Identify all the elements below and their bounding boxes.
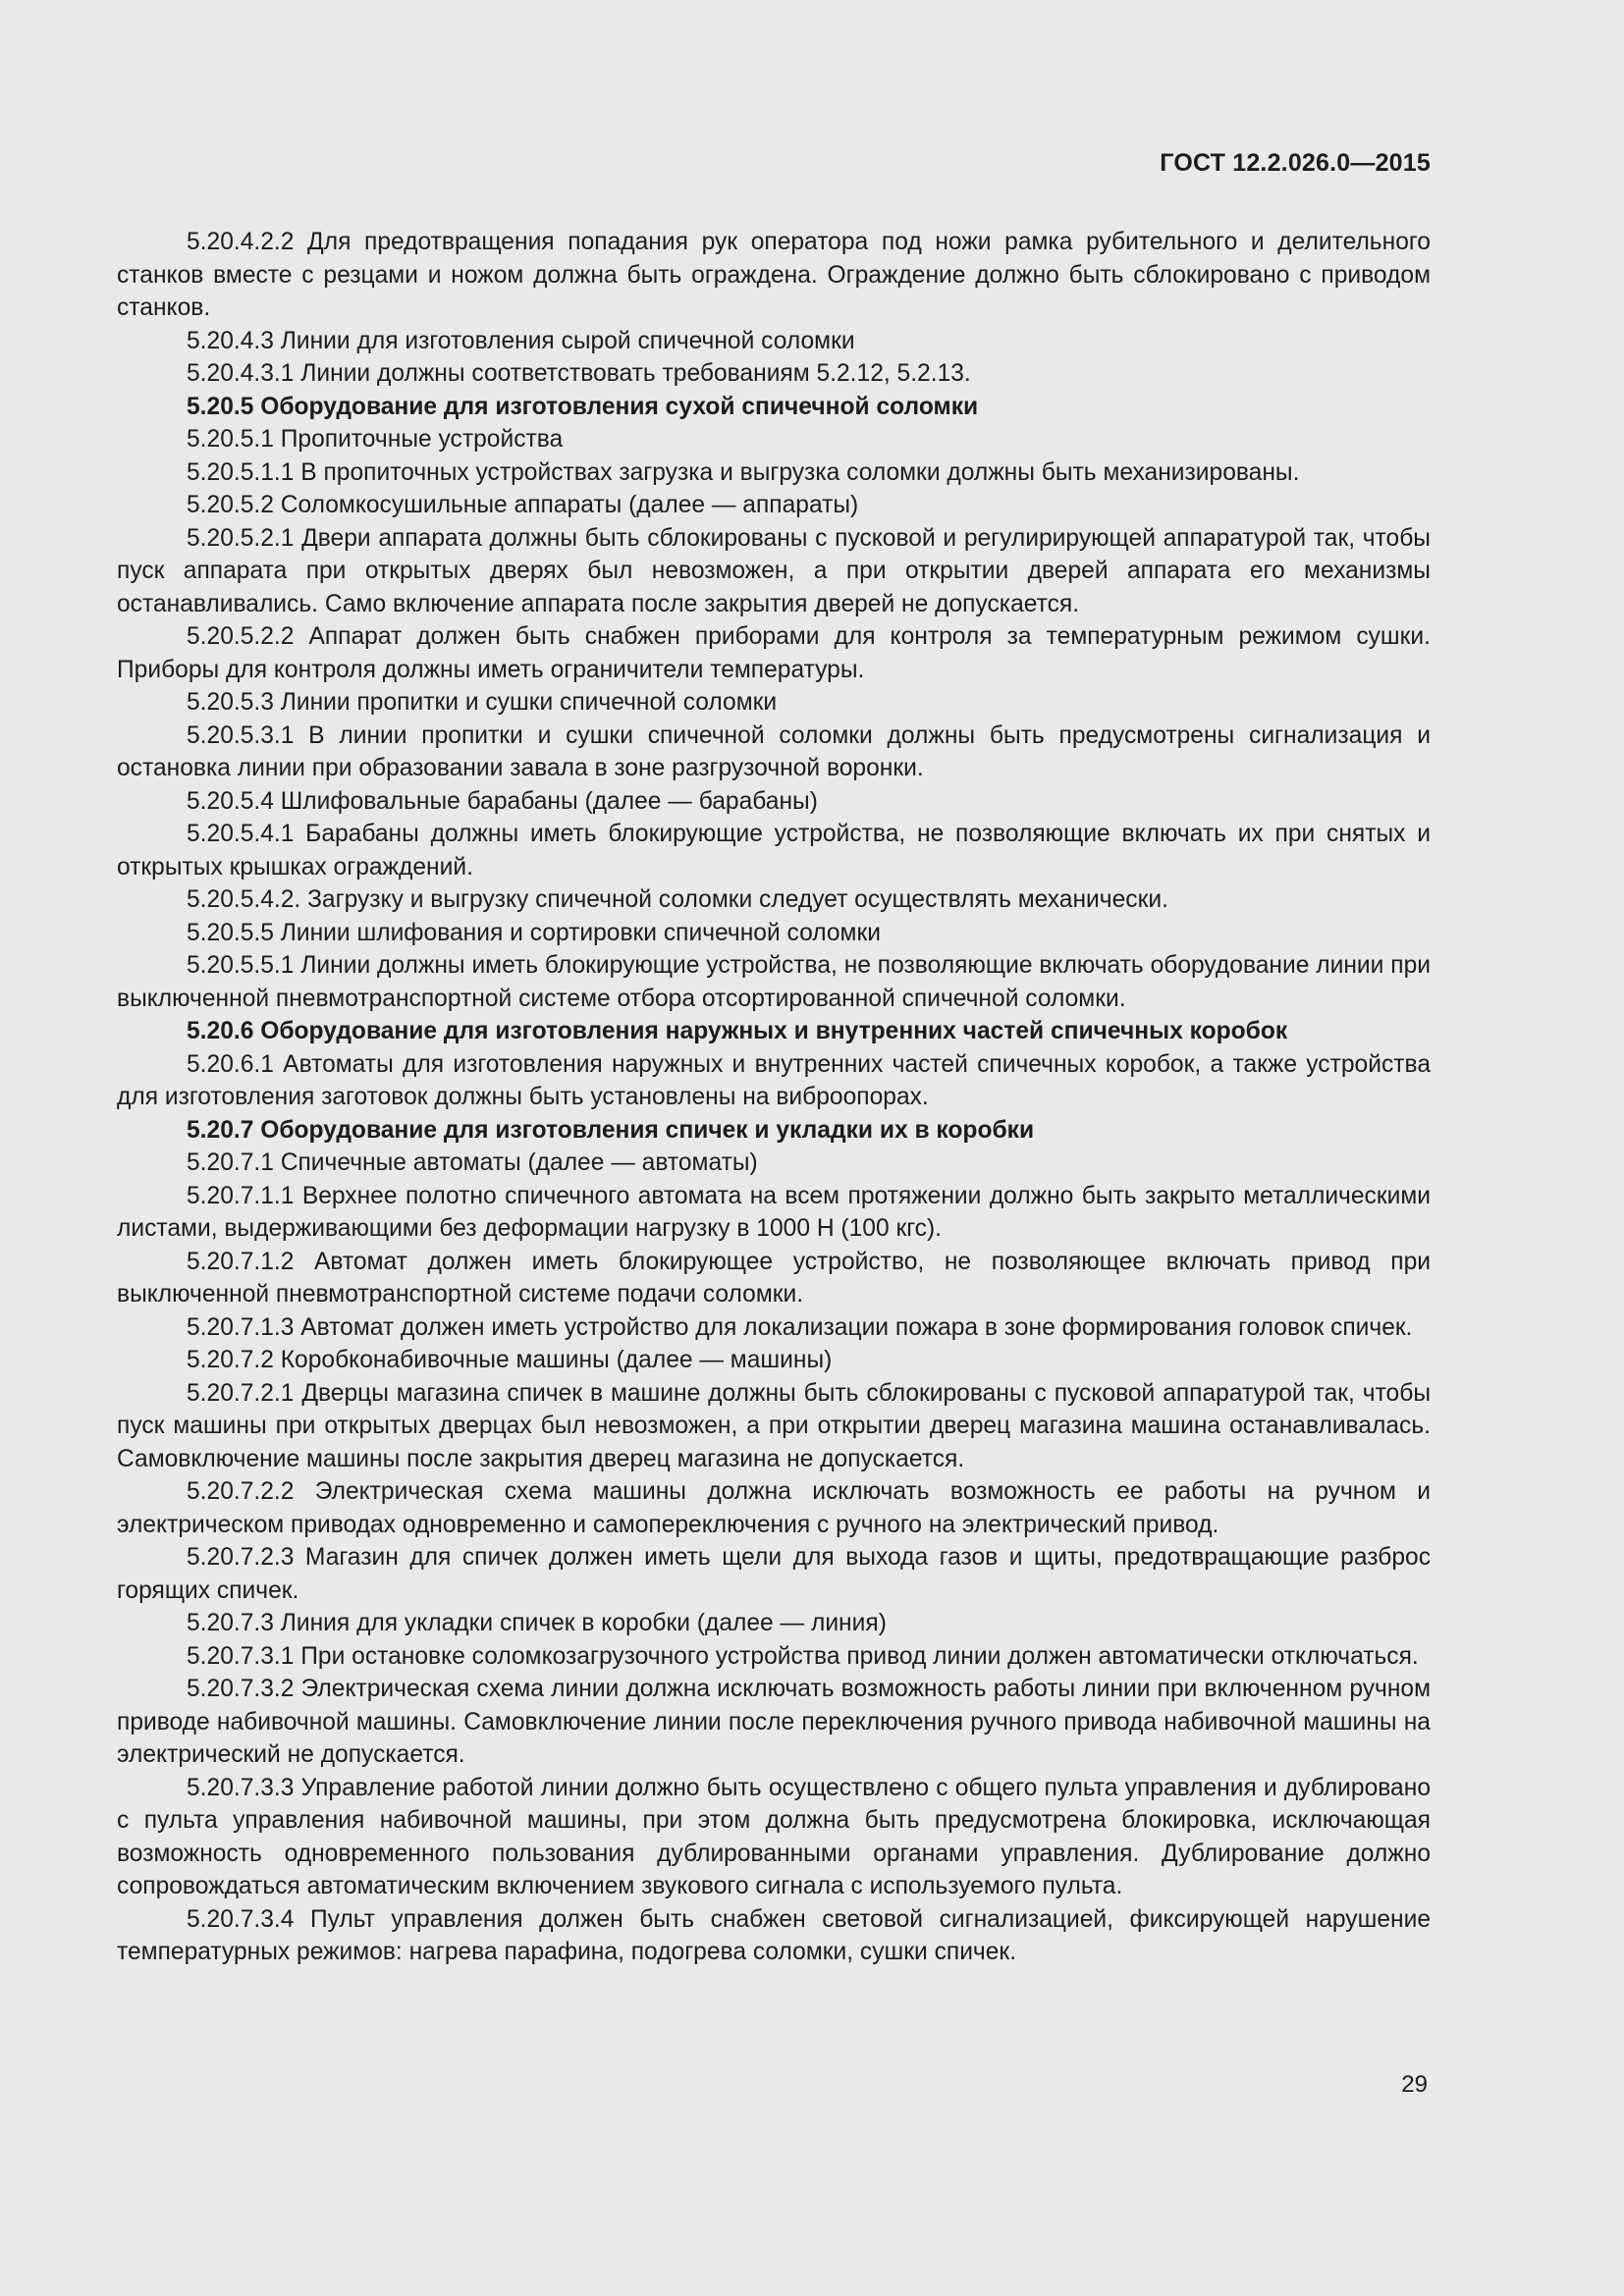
section-heading: 5.20.6 Оборудование для изготовления наружных и внутренних частей спичечных коробок [187, 1018, 1288, 1044]
paragraph: 5.20.5.3 Линии пропитки и сушки спичечной соломки [187, 689, 778, 716]
paragraph: 5.20.7.3 Линия для укладки спичек в коробки (далее — линия) [187, 1610, 887, 1636]
section-heading: 5.20.7 Оборудование для изготовления спичек и укладки их в коробки [187, 1116, 1035, 1144]
paragraph: 5.20.7.2.2 Электрическая схема машины должна исключать возможность ее работы на ручном и электрическом приводах одновременно и самопереключения с ручного на электрический привод. [117, 1478, 1431, 1538]
paragraph: 5.20.5.5 Линии шлифования и сортировки спичечной соломки [187, 919, 881, 946]
paragraph: 5.20.5.3.1 В линии пропитки и сушки спичечной соломки должны быть предусмотрены сигнализация и остановка линии при образовании завала в зоне разгрузочной воронки. [117, 721, 1431, 781]
paragraph: 5.20.5.5.1 Линии должны иметь блокирующие устройства, не позволяющие включать оборудование линии при выключенной пневмотранспортной системе отбора отсортированной спичечной соломки. [117, 952, 1431, 1012]
paragraph: 5.20.4.3.1 Линии должны соответствовать требованиям 5.2.12, 5.2.13. [187, 360, 971, 387]
paragraph: 5.20.5.1.1 В пропиточных устройствах загрузка и выгрузка соломки должны быть механизированы. [187, 458, 1300, 486]
document-standard-header: ГОСТ 12.2.026.0—2015 [1160, 149, 1431, 177]
paragraph: 5.20.7.3.2 Электрическая схема линии должна исключать возможность работы линии при включенном ручном приводе набивочной машины. Самовключение линии после переключения ручного привода набивочной машины на электрический не допускается. [117, 1676, 1431, 1768]
paragraph: 5.20.5.4.1 Барабаны должны иметь блокирующие устройства, не позволяющие включать их при снятых и открытых крышках ограждений. [117, 821, 1431, 881]
paragraph: 5.20.7.3.1 При остановке соломкозагрузочного устройства привод линии должен автоматически отключаться. [187, 1642, 1419, 1670]
section-heading: 5.20.5 Оборудование для изготовления сухой спичечной соломки [187, 393, 979, 420]
paragraph: 5.20.7.1.2 Автомат должен иметь блокирующее устройство, не позволяющее включать привод при выключенной пневмотранспортной системе подачи соломки. [117, 1248, 1431, 1308]
paragraph: 5.20.5.4 Шлифовальные барабаны (далее — барабаны) [187, 787, 818, 815]
paragraph: 5.20.5.2 Соломкосушильные аппараты (далее — аппараты) [187, 492, 859, 518]
paragraph: 5.20.5.2.1 Двери аппарата должны быть сблокированы с пусковой и регулирирующей аппаратурой так, чтобы пуск аппарата при открытых дверях был невозможен, а при открытии дверей аппарата его механизмы останавливались. Само включение аппарата после закрытия дверей не допускается. [117, 524, 1431, 617]
paragraph: 5.20.7.1.3 Автомат должен иметь устройство для локализации пожара в зоне формирования головок спичек. [187, 1313, 1413, 1341]
paragraph: 5.20.7.2.3 Магазин для спичек должен иметь щели для выхода газов и щиты, предотвращающие разброс горящих спичек. [117, 1544, 1431, 1604]
paragraph: 5.20.7.2.1 Дверцы магазина спичек в машине должны быть сблокированы с пусковой аппаратурой так, чтобы пуск машины при открытых дверцах был невозможен, а при открытии дверец магазина машина останавливалась. Самовключение машины после закрытия дверец магазина не допускается. [117, 1379, 1431, 1472]
paragraph: 5.20.6.1 Автоматы для изготовления наружных и внутренних частей спичечных коробок, а также устройства для изготовления заготовок должны быть установлены на виброопорах. [117, 1050, 1431, 1110]
paragraph: 5.20.7.3.4 Пульт управления должен быть снабжен световой сигнализацией, фиксирующей нарушение температурных режимов: нагрева парафина, подогрева соломки, сушки спичек. [117, 1905, 1431, 1965]
document-body [117, 226, 1431, 1969]
paragraph: 5.20.7.1.1 Верхнее полотно спичечного автомата на всем протяжении должно быть закрыто металлическими листами, выдерживающими без деформации нагрузку в 1000 Н (100 кгс). [117, 1182, 1431, 1242]
paragraph: 5.20.4.3 Линии для изготовления сырой спичечной соломки [187, 327, 855, 354]
paragraph: 5.20.7.3.3 Управление работой линии должно быть осуществлено с общего пульта управления и дублировано с пульта управления набивочной машины, при этом должна быть предусмотрена блокировка, исключающая возможность одновременного пользования дублированными органами управления. Дублирование должно сопровождаться автоматическим включением звукового сигнала с используемого пульта. [117, 1774, 1431, 1899]
paragraph: 5.20.5.2.2 Аппарат должен быть снабжен приборами для контроля за температурным режимом сушки. Приборы для контроля должны иметь ограничители температуры. [117, 623, 1431, 683]
paragraph: 5.20.5.4.2. Загрузку и выгрузку спичечной соломки следует осуществлять механически. [187, 886, 1168, 913]
paragraph: 5.20.7.2 Коробконабивочные машины (далее — машины) [187, 1347, 833, 1373]
paragraph: 5.20.5.1 Пропиточные устройства [187, 426, 564, 453]
paragraph: 5.20.4.2.2 Для предотвращения попадания рук оператора под ножи рамка рубительного и делительного станков вместе с резцами и ножом должна быть ограждена. Ограждение должно быть сблокировано с приводом станков. [117, 229, 1431, 321]
page-number: 29 [1401, 2071, 1428, 2098]
paragraph: 5.20.7.1 Спичечные автоматы (далее — автоматы) [187, 1149, 758, 1176]
